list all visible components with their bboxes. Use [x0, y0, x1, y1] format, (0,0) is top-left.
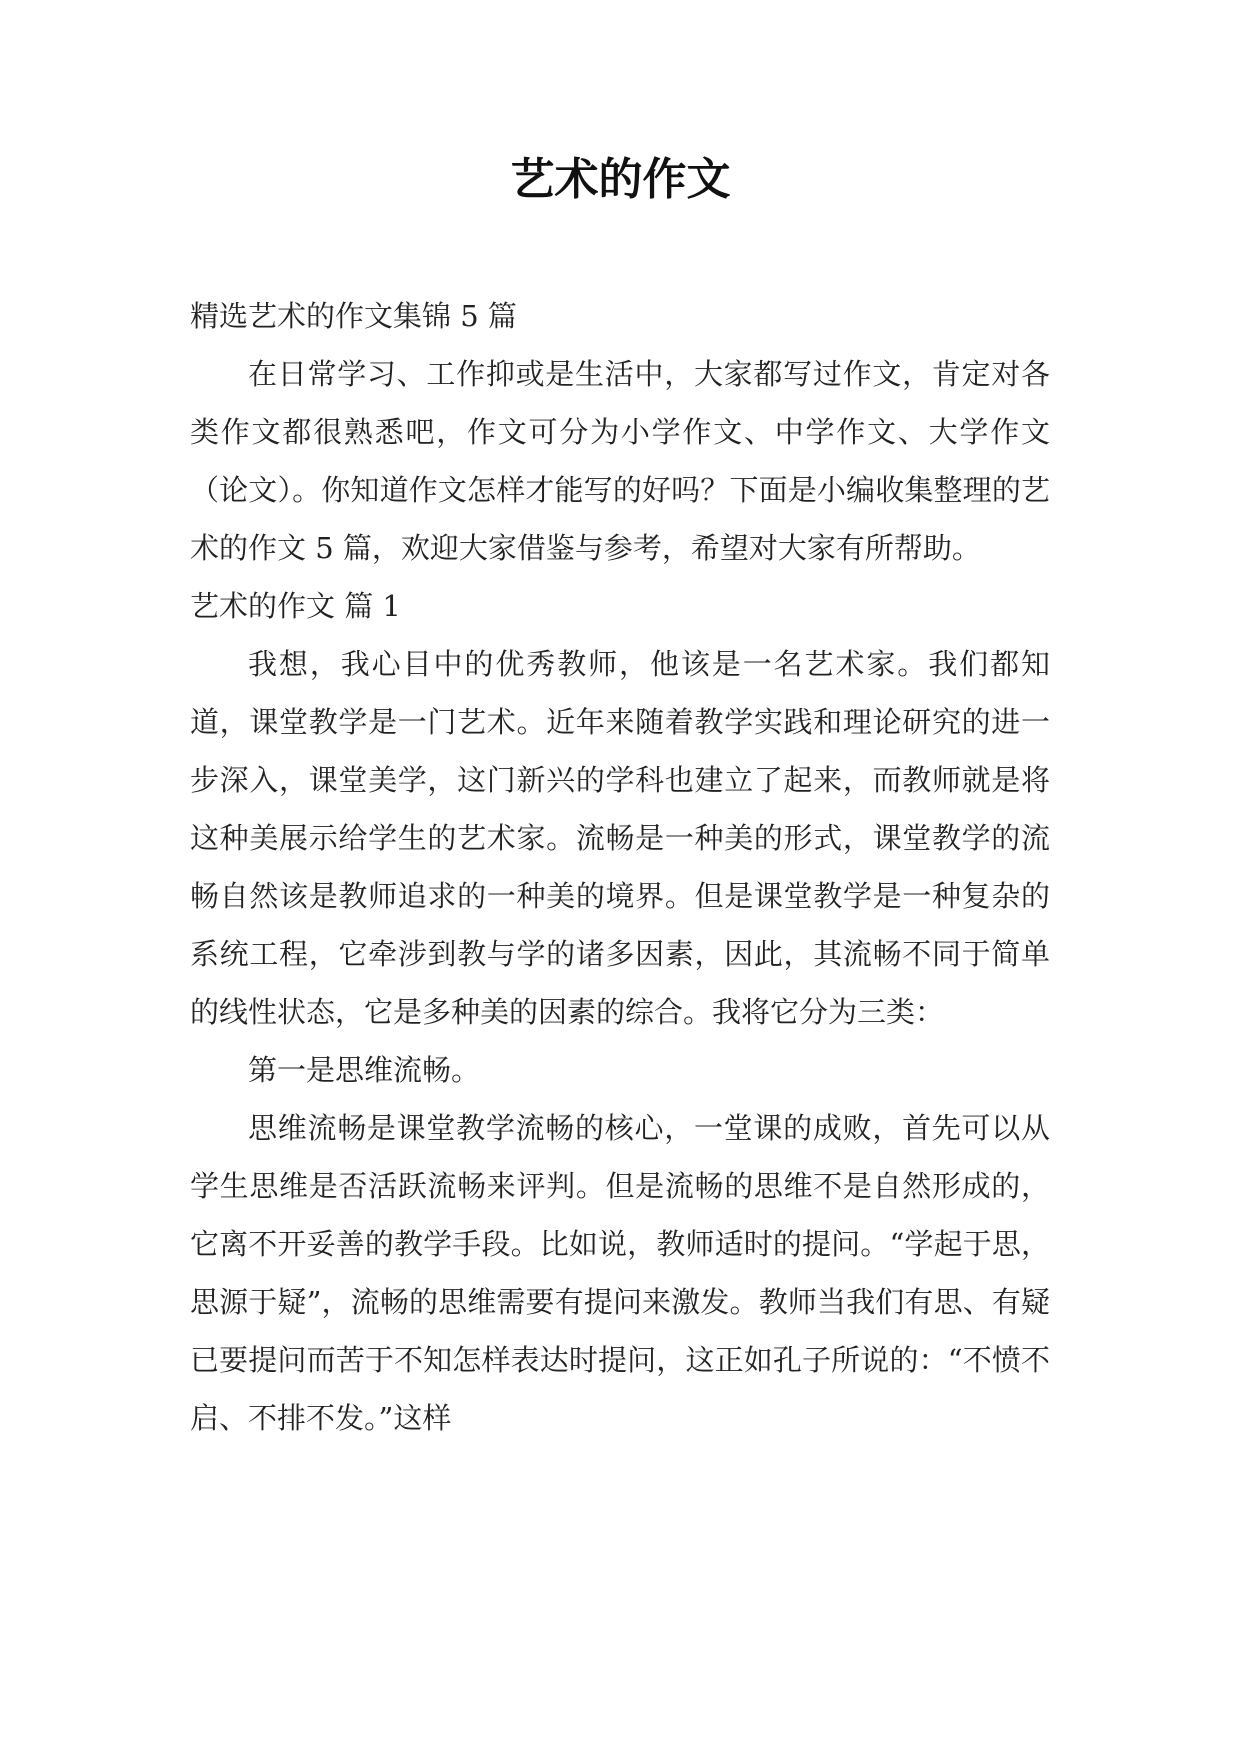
subtitle-paragraph: 精选艺术的作文集锦 5 篇	[190, 299, 517, 333]
body-paragraph: 第一是思维流畅。	[248, 1053, 481, 1087]
body-paragraph: 我想，我心目中的优秀教师，他该是一名艺术家。我们都知道，课堂教学是一门艺术。近年来随着教学实践和理论研究的进一步深入，课堂美学，这门新兴的学科也建立了起来，而教师就是将这种美展示给学生的艺术家。流畅是一种美的形式，课堂教学的流畅自然该是教师追求的一种美的境界。但是课堂教学是一种复杂的系统工程，它牵涉到教与学的诸多因素，因此，其流畅不同于简单的线性状态，它是多种美的因素的综合。我将它分为三类：	[190, 647, 1050, 1029]
document-title: 艺术的作文	[510, 154, 731, 205]
document-body	[190, 287, 1050, 1447]
section-heading: 艺术的作文 篇 1	[190, 589, 401, 623]
intro-paragraph: 在日常学习、工作抑或是生活中，大家都写过作文，肯定对各类作文都很熟悉吧，作文可分为小学作文、中学作文、大学作文（论文）。你知道作文怎样才能写的好吗？下面是小编收集整理的艺术的作文 5 篇，欢迎大家借鉴与参考，希望对大家有所帮助。	[190, 357, 1050, 565]
body-paragraph: 思维流畅是课堂教学流畅的核心，一堂课的成败，首先可以从学生思维是否活跃流畅来评判。但是流畅的思维不是自然形成的，它离不开妥善的教学手段。比如说，教师适时的提问。“学起于思，思源于疑”，流畅的思维需要有提问来激发。教师当我们有思、有疑已要提问而苦于不知怎样表达时提问，这正如孔子所说的：“不愤不启、不排不发。”这样	[190, 1111, 1050, 1435]
